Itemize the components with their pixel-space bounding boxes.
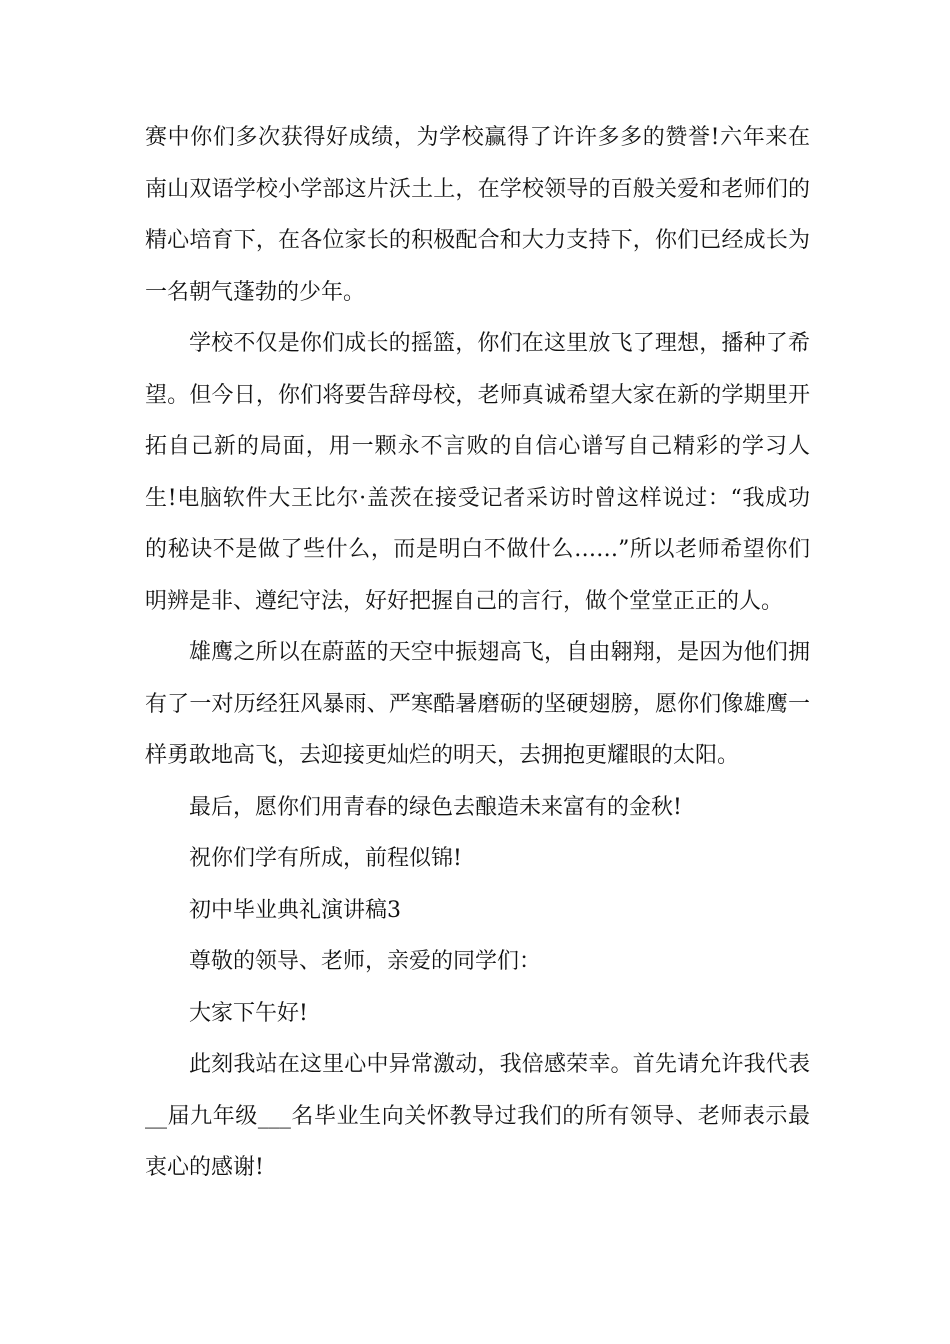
salutation: 尊敬的领导、老师，亲爱的同学们： [189, 949, 542, 974]
greeting: 大家下午好! [189, 1000, 308, 1026]
paragraph: 最后，愿你们用青春的绿色去酿造未来富有的金秋! [189, 794, 682, 820]
section-heading: 初中毕业典礼演讲稿3 [189, 897, 401, 923]
paragraph: 祝你们学有所成，前程似锦! [189, 846, 462, 871]
paragraph-continued: 赛中你们多次获得好成绩，为学校赢得了许许多多的赞誉!六年来在南山双语学校小学部这片沃土上，在学校领导的百般关爱和老师们的精心培育下，在各位家长的积极配合和大力支持下，你们已经成长为一名朝气蓬勃的少年。 [145, 125, 810, 305]
document-page [145, 112, 810, 1194]
paragraph: 雄鹰之所以在蔚蓝的天空中振翅高飞，自由翱翔，是因为他们拥有了一对历经狂风暴雨、严寒酷暑磨砺的坚硬翅膀，愿你们像雄鹰一样勇敢地高飞，去迎接更灿烂的明天，去拥抱更耀眼的太阳。 [145, 640, 810, 768]
paragraph: 此刻我站在这里心中异常激动，我倍感荣幸。首先请允许我代表__届九年级___名毕业生向关怀教导过我们的所有领导、老师表示最衷心的感谢! [145, 1052, 810, 1180]
paragraph: 学校不仅是你们成长的摇篮，你们在这里放飞了理想，播种了希望。但今日，你们将要告辞母校，老师真诚希望大家在新的学期里开拓自己新的局面，用一颗永不言败的自信心谱写自己精彩的学习人生!电脑软件大王比尔·盖茨在接受记者采访时曾这样说过：“我成功的秘诀不是做了些什么，而是明白不做什么……”所以老师希望你们明辨是非、遵纪守法，好好把握自己的言行，做个堂堂正正的人。 [145, 331, 810, 614]
